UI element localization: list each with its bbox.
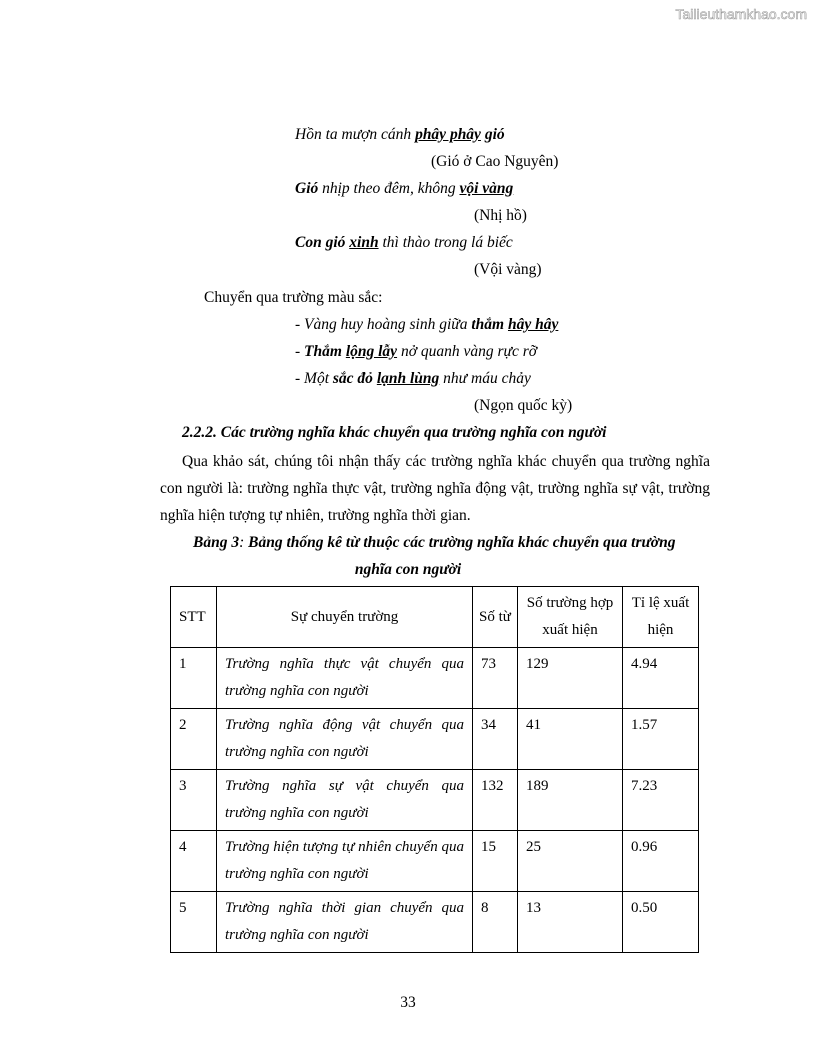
cell-stt: 2 (171, 709, 217, 770)
cell-transfer: Trường nghĩa sự vật chuyển qua trường nghĩa con người (217, 770, 473, 831)
poem2-line2-keyword: lộng lẫy (345, 343, 398, 360)
poem2-line2 (295, 343, 537, 361)
poem1-line2-source: (Nhị hồ) (474, 207, 527, 224)
poem1-line1-text: Hồn ta mượn cánh (295, 126, 416, 143)
cell-ratio: 7.23 (623, 770, 699, 831)
poem2-line2-dash: - (295, 343, 305, 360)
color-intro: Chuyển qua trường màu sắc: (204, 289, 383, 306)
poem2-line3 (295, 370, 531, 388)
poem1-line2-text: nhịp theo đêm, không (318, 180, 460, 197)
table-row (171, 892, 699, 953)
cell-stt: 5 (171, 892, 217, 953)
cell-cases: 25 (518, 831, 623, 892)
poem2-line3-sacdo: sắc đỏ (332, 370, 373, 387)
poem1-line3-source: (Vội vàng) (474, 261, 542, 278)
cell-ratio: 0.96 (623, 831, 699, 892)
poem1-line3-congio: Con gió (295, 234, 350, 251)
cell-cases: 189 (518, 770, 623, 831)
table-caption-label: Bảng 3 (193, 534, 240, 551)
cell-stt: 3 (171, 770, 217, 831)
table-header-row (171, 587, 699, 648)
table-caption-sep: : (239, 534, 249, 551)
poem1-line3 (295, 234, 513, 252)
table-row (171, 709, 699, 770)
body-paragraph: Qua khảo sát, chúng tôi nhận thấy các trường nghĩa khác chuyển qua trường nghĩa con người là: trường nghĩa thực vật, trường nghĩa động vật, trường nghĩa sự vật, trường nghĩa hiện tượng tự nhiên, trường nghĩa thời gian. (160, 453, 710, 524)
header-stt: STT (171, 587, 217, 648)
cell-cases: 129 (518, 648, 623, 709)
cell-cases: 41 (518, 709, 623, 770)
cell-transfer: Trường nghĩa thời gian chuyển qua trường nghĩa con người (217, 892, 473, 953)
cell-transfer: Trường hiện tượng tự nhiên chuyển qua trường nghĩa con người (217, 831, 473, 892)
table-row (171, 831, 699, 892)
poem1-line2 (295, 180, 513, 198)
poem1-line1-gio: gió (480, 126, 505, 143)
header-cases: Số trường hợp xuất hiện (518, 587, 623, 648)
poem1-line3-keyword: xinh (349, 234, 379, 251)
cell-stt: 4 (171, 831, 217, 892)
table-caption-line1 (193, 534, 675, 552)
table-row (171, 770, 699, 831)
cell-words: 8 (473, 892, 518, 953)
poem1-line1-source: (Gió ở Cao Nguyên) (431, 153, 559, 170)
cell-transfer: Trường nghĩa thực vật chuyển qua trường nghĩa con người (217, 648, 473, 709)
stats-table (170, 586, 699, 953)
poem2-line1 (295, 316, 558, 334)
poem1-line1-keyword: phây phây (415, 126, 481, 143)
poem1-line3-text: thì thào trong lá biếc (378, 234, 513, 251)
table-row (171, 648, 699, 709)
cell-ratio: 4.94 (623, 648, 699, 709)
poem2-line3-tail: như máu chảy (439, 370, 531, 387)
poem1-line2-gio: Gió (295, 180, 319, 197)
cell-ratio: 0.50 (623, 892, 699, 953)
poem2-line1-tham: thắm (471, 316, 505, 333)
poem2-line2-text: nở quanh vàng rực rỡ (397, 343, 538, 360)
poem2-line2-tham: Thắm (304, 343, 342, 360)
header-words: Số từ (473, 587, 518, 648)
poem2-line3-text: - Một (295, 370, 333, 387)
page-number: 33 (400, 994, 416, 1011)
cell-ratio: 1.57 (623, 709, 699, 770)
poem2-source: (Ngọn quốc kỳ) (474, 397, 573, 414)
header-transfer: Sự chuyển trường (217, 587, 473, 648)
section-heading: 2.2.2. Các trường nghĩa khác chuyển qua trường nghĩa con người (182, 424, 607, 441)
poem2-line1-keyword: hây hây (507, 316, 559, 333)
table-caption-title: Bảng thống kê từ thuộc các trường nghĩa khác chuyển qua trường (248, 534, 676, 551)
poem1-line2-keyword: vội vàng (459, 180, 514, 197)
cell-words: 34 (473, 709, 518, 770)
watermark: Tailieuthamkhao.com (675, 6, 807, 22)
table-caption-line2: nghĩa con người (354, 561, 462, 578)
cell-transfer: Trường nghĩa động vật chuyển qua trường nghĩa con người (217, 709, 473, 770)
poem2-line1-text: - Vàng huy hoàng sinh giữa (295, 316, 472, 333)
cell-cases: 13 (518, 892, 623, 953)
poem1-line1 (295, 126, 505, 144)
cell-words: 15 (473, 831, 518, 892)
cell-words: 73 (473, 648, 518, 709)
header-ratio: Tỉ lệ xuất hiện (623, 587, 699, 648)
poem2-line3-keyword: lạnh lùng (376, 370, 440, 387)
cell-stt: 1 (171, 648, 217, 709)
cell-words: 132 (473, 770, 518, 831)
